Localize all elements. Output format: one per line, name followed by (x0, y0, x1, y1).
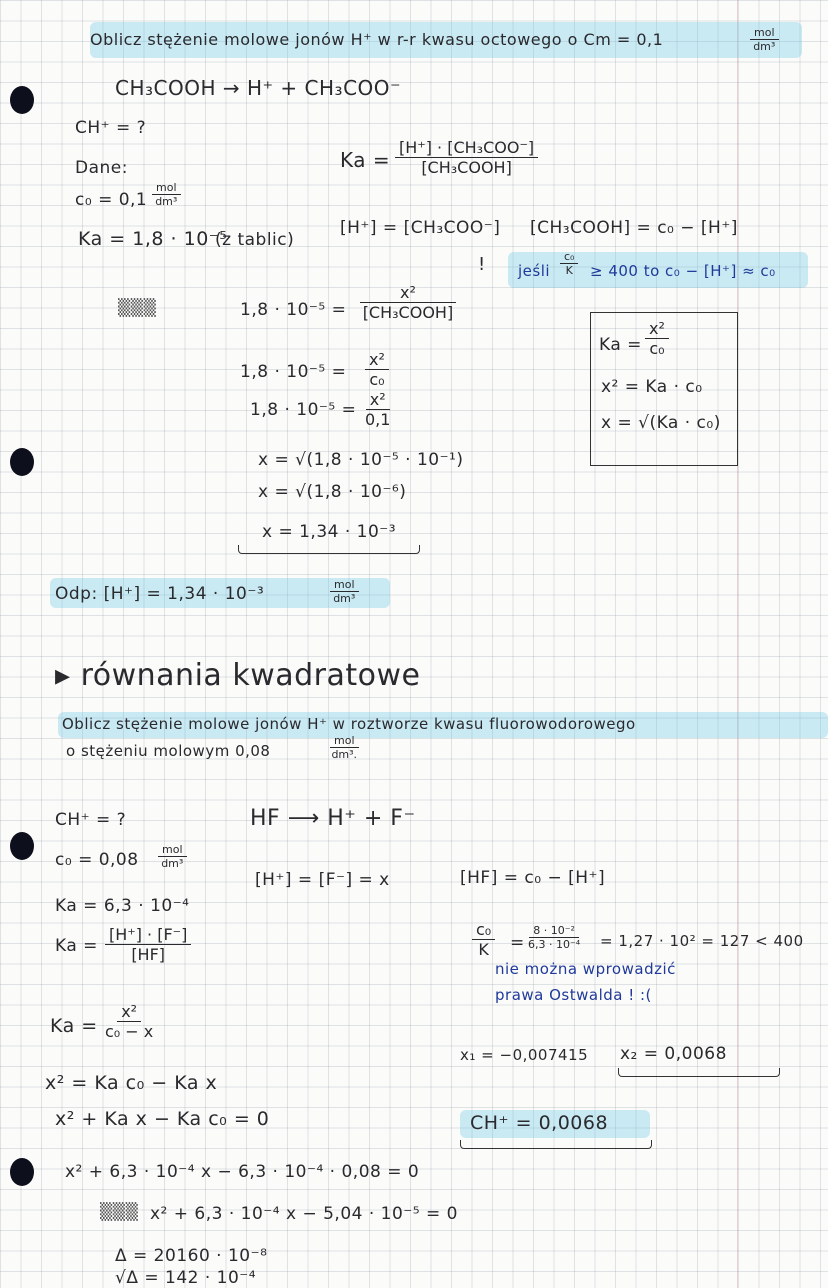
given-label: Dane: (75, 158, 128, 178)
condition-text: ≥ 400 to c₀ − [H⁺] ≈ c₀ (590, 262, 776, 280)
step-1-fraction (360, 283, 456, 322)
underline-bracket (460, 1140, 652, 1149)
eq-1: [H⁺] = [CH₃COO⁻] (340, 218, 501, 238)
numerator: x² (366, 390, 390, 410)
underline-bracket (618, 1068, 780, 1077)
formula-box (590, 312, 738, 466)
step-4: x = √(1,8 · 10⁻⁵ · 10⁻¹) (258, 450, 464, 470)
box-line-2: x² = Ka · c₀ (601, 377, 703, 397)
numerator: x² (645, 319, 669, 339)
binder-hole (10, 86, 34, 114)
denominator: c₀ (369, 370, 385, 389)
note-line-1: nie można wprowadzić (495, 960, 676, 978)
denominator: [CH₃COOH] (421, 158, 512, 177)
step-1-lhs: 1,8 · 10⁻⁵ = (240, 300, 347, 320)
numerator: [H⁺] · [CH₃COO⁻] (395, 138, 538, 158)
ratio-fraction (472, 920, 495, 959)
task-1-unit (750, 26, 779, 53)
scribble: ▒▒▒ (100, 1202, 139, 1221)
step-6: x = 1,34 · 10⁻³ (262, 522, 397, 542)
ka-2: Ka = 6,3 · 10⁻⁴ (55, 896, 190, 916)
substitution-2: x² + 6,3 · 10⁻⁴ x − 5,04 · 10⁻⁵ = 0 (150, 1204, 458, 1224)
ka-def-2-lhs: Ka = (55, 936, 98, 956)
ka-def-fraction (395, 138, 538, 177)
ka-eq-fraction (105, 1002, 153, 1041)
unit-den: dm³ (753, 40, 776, 53)
denominator: K (565, 264, 573, 277)
reaction-2: HF ⟶ H⁺ + F⁻ (250, 806, 416, 831)
unit-num: mol (330, 734, 359, 748)
denominator: 0,1 (365, 410, 391, 429)
c0-1: c₀ = 0,1 (75, 190, 148, 210)
numerator: x² (117, 1002, 141, 1022)
numerator: [H⁺] · [F⁻] (105, 925, 191, 945)
step-2-fraction (365, 350, 389, 389)
denominator: K (478, 940, 489, 959)
unit-den: dm³ (161, 857, 184, 870)
unit-den: dm³ (333, 592, 356, 605)
denominator: 6,3 · 10⁻⁴ (528, 938, 581, 951)
warning-icon: ! (478, 254, 486, 275)
note-line-2: prawa Ostwalda ! :( (495, 986, 652, 1004)
task-2-line-2: o stężeniu molowym 0,08 (66, 742, 271, 760)
unknown-1: CH⁺ = ? (75, 118, 147, 138)
unit-num: mol (750, 26, 779, 40)
expand-2: x² + Ka x − Ka c₀ = 0 (55, 1108, 270, 1130)
unit-num: mol (330, 578, 359, 592)
condition-prefix: jeśli (518, 262, 551, 280)
reaction-1: CH₃COOH → H⁺ + CH₃COO⁻ (115, 76, 402, 100)
underline-bracket (238, 545, 420, 554)
numerator: 8 · 10⁻² (529, 924, 579, 938)
root-2: x₂ = 0,0068 (620, 1044, 727, 1064)
binder-hole (10, 832, 34, 860)
denominator: [HF] (131, 945, 166, 964)
unit-den: dm³ (155, 195, 178, 208)
condition-fraction (560, 250, 578, 277)
task-2-line-1: Oblicz stężenie molowe jonów H⁺ w roztworze kwasu fluorowodorowego (62, 715, 636, 733)
box-line-1-lhs: Ka = (599, 335, 642, 355)
delta: Δ = 20160 · 10⁻⁸ (115, 1246, 268, 1266)
numerator: c₀ (560, 250, 578, 264)
answer-1: Odp: [H⁺] = 1,34 · 10⁻³ (55, 584, 265, 604)
unknown-2: CH⁺ = ? (55, 810, 127, 830)
c0-2: c₀ = 0,08 (55, 850, 139, 870)
section-heading: ▸ równania kwadratowe (55, 658, 421, 693)
ratio-result: = 1,27 · 10² = 127 < 400 (600, 932, 804, 950)
c0-2-unit (158, 843, 187, 870)
c0-unit (152, 181, 181, 208)
denominator: c₀ − x (105, 1022, 154, 1041)
numerator: x² (365, 350, 389, 370)
denominator: c₀ (649, 339, 665, 358)
binder-hole (10, 1158, 34, 1186)
ka-eq-lhs: Ka = (50, 1015, 98, 1037)
denominator: [CH₃COOH] (362, 303, 454, 322)
result-2: CH⁺ = 0,0068 (470, 1112, 609, 1134)
ka-1: Ka = 1,8 · 10⁻⁵ (78, 228, 228, 250)
eq-3: [H⁺] = [F⁻] = x (255, 870, 390, 890)
substitution-1: x² + 6,3 · 10⁻⁴ x − 6,3 · 10⁻⁴ · 0,08 = 0 (65, 1162, 420, 1182)
page-margin-line (737, 0, 738, 1288)
box-line-1-fraction (645, 319, 669, 358)
task-2-unit (330, 734, 359, 761)
unit-num: mol (158, 843, 187, 857)
unit-den: dm³. (331, 748, 358, 761)
task-1: Oblicz stężenie molowe jonów H⁺ w r-r kwasu octowego o Cm = 0,1 (90, 30, 664, 49)
numerator: c₀ (472, 920, 495, 940)
ka-def-2-fraction (105, 925, 191, 964)
equals-sign: = (510, 933, 525, 953)
sqrt-delta: √Δ = 142 · 10⁻⁴ (115, 1268, 257, 1288)
eq-4: [HF] = c₀ − [H⁺] (460, 868, 606, 888)
ratio-values (528, 924, 580, 951)
box-line-3: x = √(Ka · c₀) (601, 413, 721, 433)
scribble: ▒▒▒ (118, 298, 157, 317)
numerator: x² (360, 283, 456, 303)
ka-def-lhs: Ka = (340, 148, 391, 172)
root-1: x₁ = −0,007415 (460, 1046, 589, 1064)
step-3-fraction (365, 390, 390, 429)
binder-hole (10, 448, 34, 476)
step-5: x = √(1,8 · 10⁻⁶) (258, 482, 407, 502)
step-3-lhs: 1,8 · 10⁻⁵ = (250, 400, 357, 420)
step-2-lhs: 1,8 · 10⁻⁵ = (240, 362, 347, 382)
expand-1: x² = Ka c₀ − Ka x (45, 1072, 218, 1094)
unit-num: mol (152, 181, 181, 195)
answer-unit (330, 578, 359, 605)
ka-source: (z tablic) (215, 230, 295, 250)
eq-2: [CH₃COOH] = c₀ − [H⁺] (530, 218, 738, 238)
